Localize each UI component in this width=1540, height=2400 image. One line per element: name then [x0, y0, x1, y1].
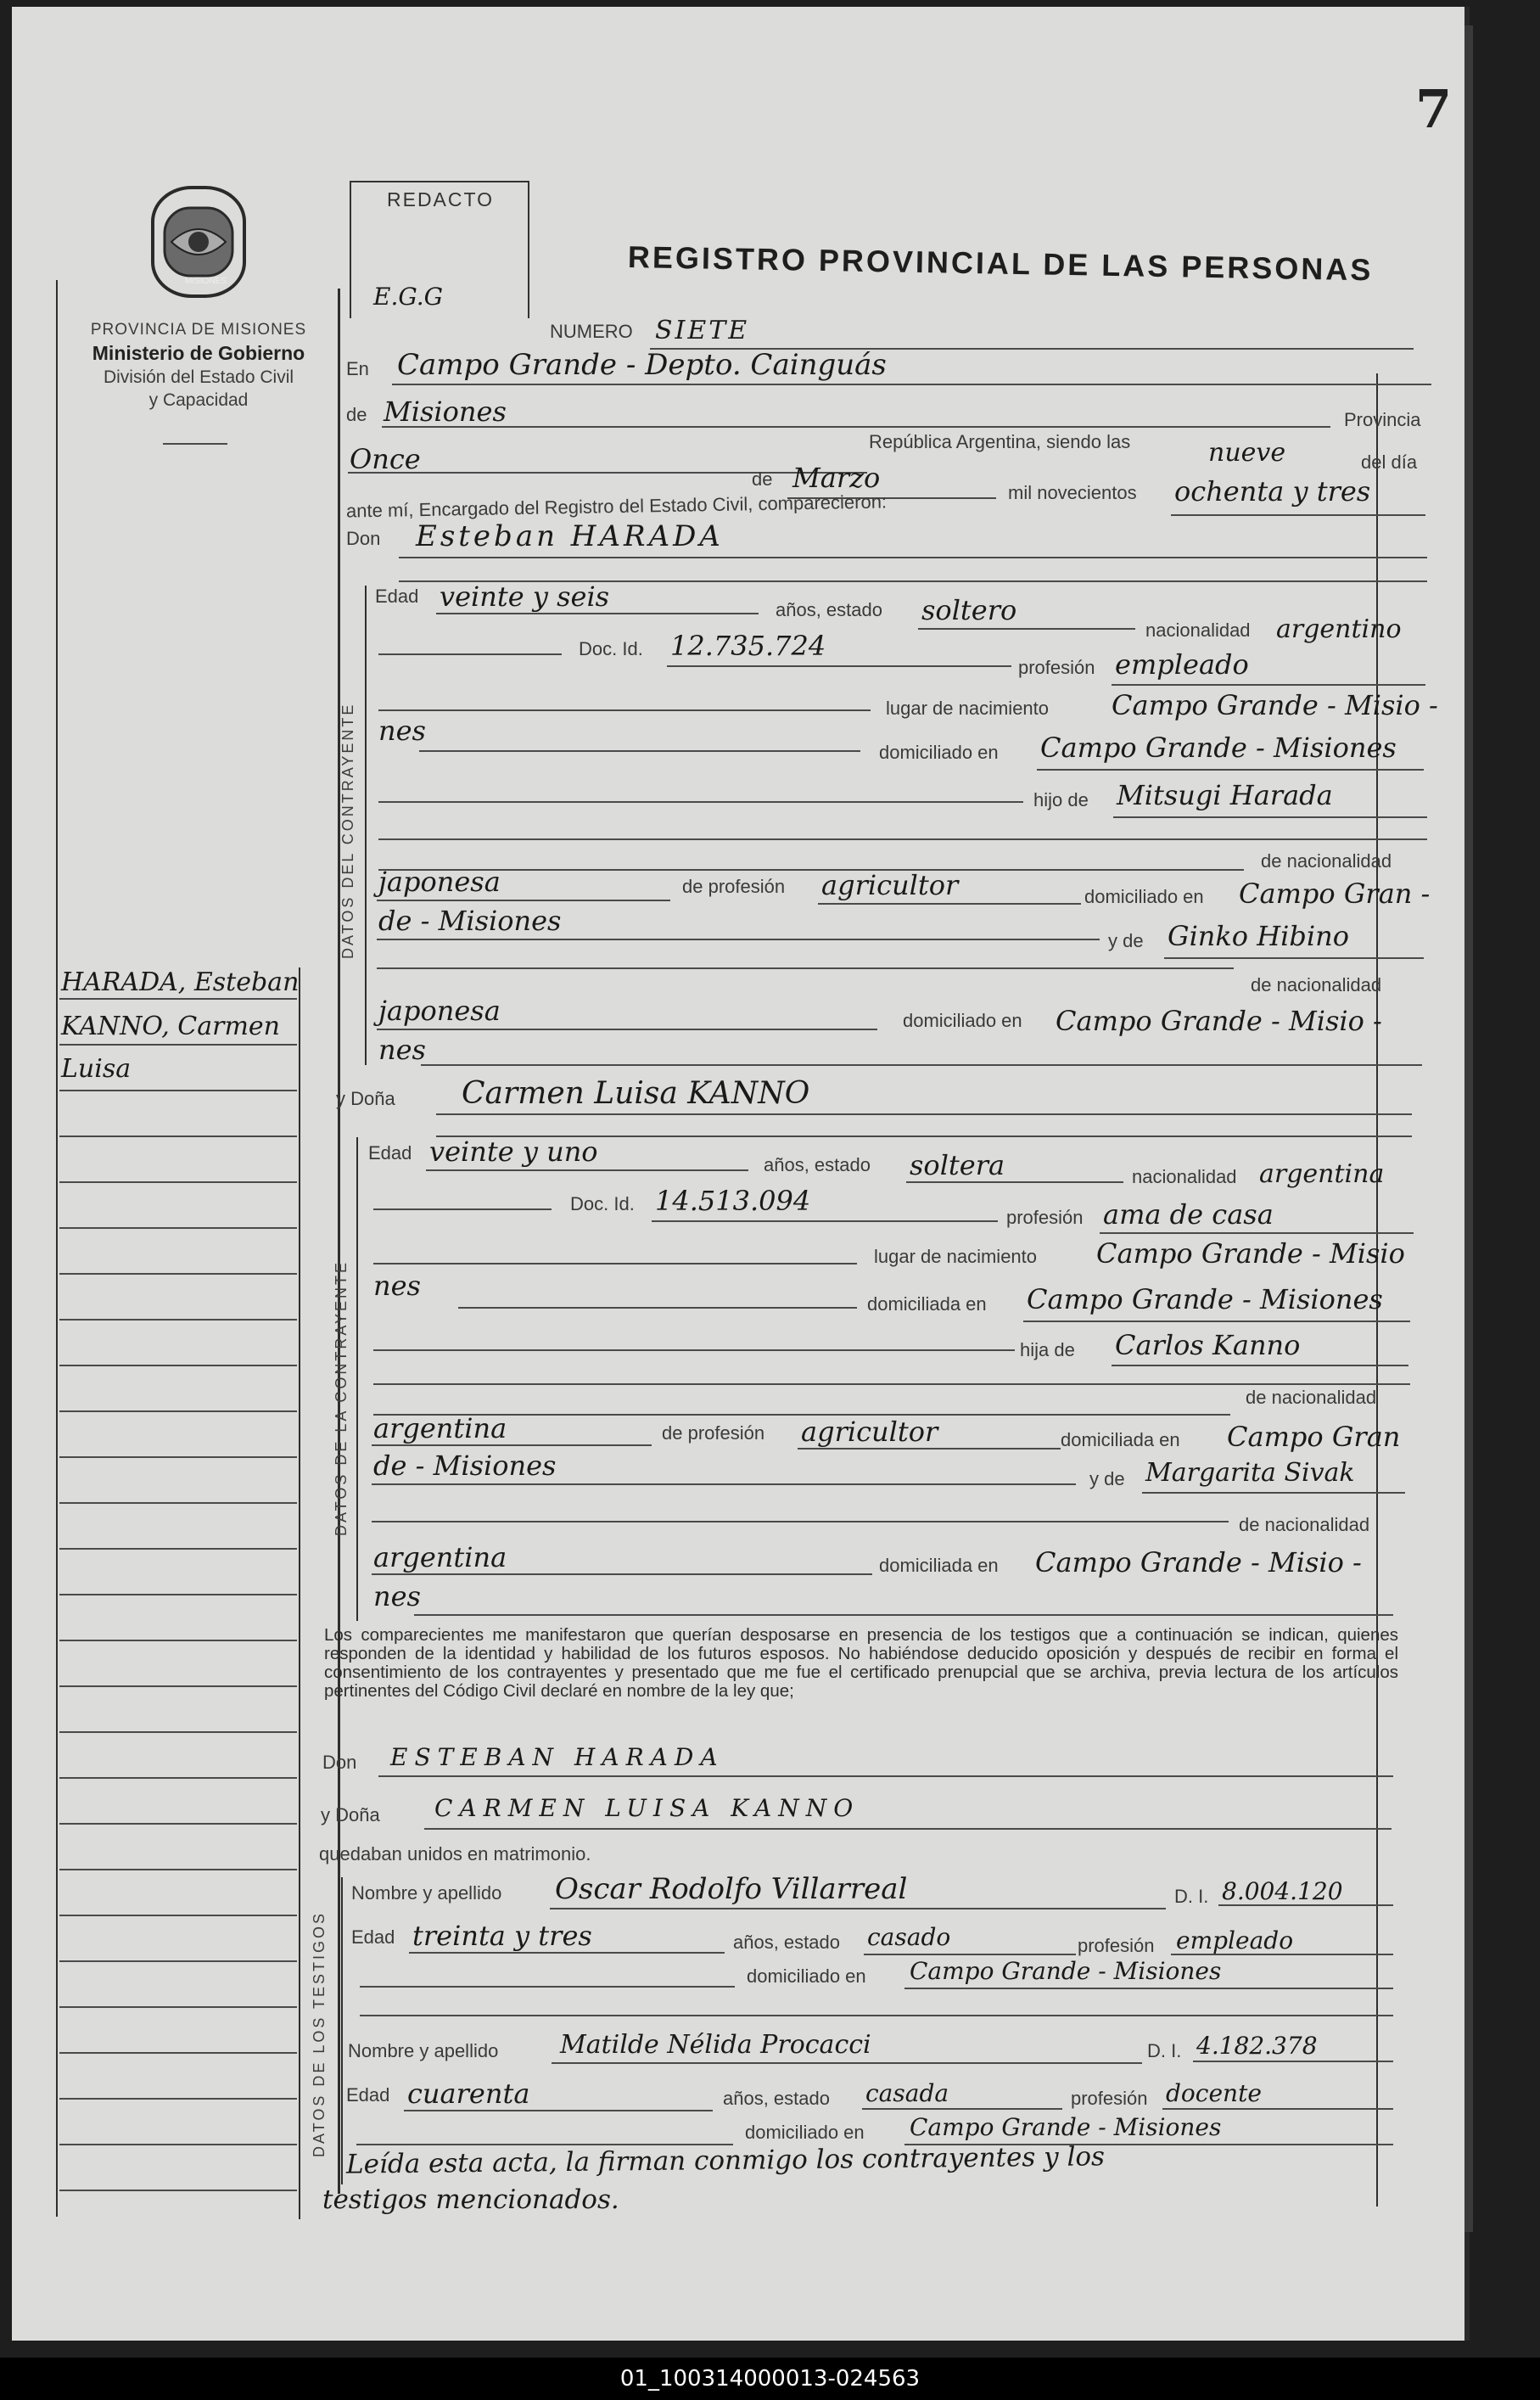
- rule: [436, 613, 759, 614]
- don-label: Don: [346, 528, 381, 549]
- margin-rule: [59, 1273, 297, 1275]
- witness1-edad-label: Edad: [351, 1926, 395, 1948]
- doc-label: Doc. Id.: [579, 638, 643, 659]
- rule: [1142, 1492, 1405, 1494]
- rule: [436, 1113, 1412, 1115]
- margin-rule: [59, 2052, 297, 2054]
- rule: [421, 1064, 1422, 1066]
- margin-right-border: [299, 967, 300, 2219]
- rule: [1162, 2108, 1393, 2110]
- rule: [458, 1307, 857, 1309]
- act-month: Marzo: [792, 462, 881, 494]
- margin-left-border: [56, 280, 58, 2217]
- rule: [378, 838, 1427, 840]
- margin-rule: [59, 1410, 297, 1412]
- groom-mother-address-cont: nes: [378, 1034, 426, 1066]
- rule: [399, 557, 1427, 558]
- profesion-label: profesión: [1018, 657, 1095, 678]
- numero-label: NUMERO: [550, 321, 633, 342]
- del-dia-label: del día: [1361, 451, 1418, 473]
- margin-rule: [59, 2098, 297, 2100]
- rule: [1113, 816, 1427, 818]
- de-nacionalidad-label-b2: de nacionalidad: [1239, 1514, 1370, 1535]
- witness1-address: Campo Grande - Misiones: [910, 1957, 1222, 1985]
- rule: [1100, 1232, 1414, 1234]
- page-number: 7: [1415, 78, 1453, 140]
- y-dona-label: y Doña: [336, 1088, 395, 1109]
- nacionalidad-label: nacionalidad: [1145, 620, 1251, 641]
- rule: [378, 1775, 1393, 1777]
- registry-title: REGISTRO PROVINCIAL DE LAS PERSONAS: [627, 239, 1374, 288]
- quedaban-text: quedaban unidos en matrimonio.: [319, 1843, 591, 1864]
- bride-name: Carmen Luisa KANNO: [462, 1076, 810, 1111]
- rule: [426, 1169, 748, 1171]
- province-label: PROVINCIA DE MISIONES: [90, 321, 307, 339]
- rule: [372, 1483, 1076, 1485]
- don-label-2: Don: [322, 1752, 357, 1773]
- bride-father-nationality: argentina: [373, 1412, 507, 1444]
- rule: [378, 801, 1023, 803]
- rule: [1193, 2061, 1393, 2062]
- domiciliada-label-b: domiciliada en: [867, 1293, 987, 1315]
- rule: [1164, 957, 1424, 959]
- groom-doc: 12.735.724: [670, 630, 826, 662]
- rule: [373, 1208, 552, 1210]
- rule: [409, 1952, 725, 1954]
- rule: [360, 1986, 735, 1988]
- margin-rule: [59, 1319, 297, 1321]
- margin-rule: [59, 1915, 297, 1916]
- groom-birthplace: Campo Grande - Misio -: [1112, 689, 1438, 721]
- domiciliada-label-b2: domiciliada en: [1061, 1429, 1180, 1450]
- rule: [550, 1908, 1166, 1909]
- rule: [372, 1444, 652, 1446]
- rule: [377, 967, 1234, 969]
- bride-mother-address-cont: nes: [373, 1580, 421, 1612]
- witness-border: [341, 1877, 343, 2184]
- bride-father: Carlos Kanno: [1115, 1329, 1301, 1361]
- de-nacionalidad-label-2: de nacionalidad: [1251, 974, 1382, 995]
- margin-rule: [59, 1044, 297, 1046]
- margin-rule: [59, 1594, 297, 1595]
- anos-estado-label-b: años, estado: [764, 1154, 871, 1175]
- rule: [552, 2062, 1142, 2064]
- witness-section-label: DATOS DE LOS TESTIGOS: [311, 1910, 328, 2157]
- rule: [378, 709, 871, 711]
- rule: [377, 900, 670, 901]
- de-label: de: [346, 404, 367, 425]
- margin-note-line-2: KANNO, Carmen: [61, 1012, 280, 1041]
- hijo-de-label: hijo de: [1033, 789, 1089, 810]
- seal-text: MISIONES: [185, 277, 227, 286]
- margin-rule: [59, 1456, 297, 1458]
- witness1-name-label: Nombre y apellido: [351, 1882, 502, 1904]
- ministry-label: Ministerio de Gobierno: [92, 342, 305, 364]
- y-de-label: y de: [1108, 930, 1144, 951]
- witness1-di-label: D. I.: [1174, 1886, 1209, 1907]
- rule: [373, 1349, 1015, 1351]
- rule: [378, 869, 1244, 871]
- rule: [918, 628, 1135, 630]
- witness2-di: 4.182.378: [1196, 2032, 1318, 2060]
- margin-rule: [59, 1502, 297, 1504]
- bride-birthplace: Campo Grande - Misio: [1096, 1237, 1405, 1270]
- bride-father-profession: agricultor: [801, 1416, 938, 1448]
- bride-address: Campo Grande - Misiones: [1027, 1283, 1383, 1315]
- nacionalidad-label-b: nacionalidad: [1132, 1166, 1237, 1187]
- ante-text: ante mí, Encargado del Registro del Estado Civil, comparecieron:: [345, 491, 888, 522]
- groom-father-nationality: japonesa: [378, 866, 501, 898]
- witness1-status: casado: [867, 1923, 951, 1951]
- rule: [1171, 1954, 1393, 1955]
- rule: [1037, 769, 1424, 771]
- rule: [392, 384, 1431, 385]
- bride-doc: 14.513.094: [655, 1185, 811, 1217]
- margin-rule: [59, 1823, 297, 1825]
- witness2-address: Campo Grande - Misiones: [910, 2113, 1222, 2141]
- margin-rule: [59, 2190, 297, 2191]
- groom-border: [365, 586, 367, 1065]
- division-label-2: y Capacidad: [148, 390, 249, 410]
- rule: [1218, 1904, 1393, 1906]
- margin-rule: [59, 2144, 297, 2145]
- main-left-border: [338, 289, 340, 2194]
- groom-address: Campo Grande - Misiones: [1040, 732, 1397, 764]
- margin-note-line-1: HARADA, Esteban: [61, 967, 300, 997]
- margin-rule: [59, 1731, 297, 1733]
- rule: [348, 472, 867, 474]
- act-hour: nueve: [1208, 438, 1286, 468]
- rule: [862, 2108, 1062, 2110]
- rule: [377, 1029, 877, 1030]
- act-year: ochenta y tres: [1174, 475, 1371, 507]
- witness2-profession: docente: [1166, 2079, 1262, 2107]
- bride-nationality: argentina: [1259, 1159, 1385, 1189]
- margin-note-line-3: Luisa: [61, 1054, 132, 1084]
- groom-mother-address: Campo Grande - Misio -: [1056, 1005, 1382, 1037]
- witness2-estado-label: años, estado: [723, 2088, 830, 2109]
- margin-rule: [59, 1777, 297, 1779]
- witness1-di: 8.004.120: [1222, 1877, 1343, 1905]
- rule: [404, 2110, 713, 2111]
- rule: [382, 426, 1330, 428]
- closing-line-1: Leída esta acta, la firman conmigo los contrayentes y los: [345, 2141, 1106, 2180]
- act-day: Once: [350, 443, 421, 475]
- witness2-name-label: Nombre y apellido: [348, 2040, 499, 2061]
- groom-section-label: DATOS DEL CONTRAYENTE: [339, 702, 356, 959]
- groom-father: Mitsugi Harada: [1117, 779, 1333, 811]
- groom-nationality: argentino: [1276, 614, 1402, 644]
- groom-birthplace-cont: nes: [378, 715, 426, 747]
- witness2-edad-label: Edad: [346, 2084, 390, 2106]
- doc-label-b: Doc. Id.: [570, 1193, 635, 1214]
- margin-rule: [59, 1640, 297, 1641]
- witness2-di-label: D. I.: [1147, 2040, 1182, 2061]
- bride-mother-nationality: argentina: [373, 1541, 507, 1573]
- bride-border: [356, 1137, 358, 1621]
- redacto-label: REDACTO: [387, 188, 495, 210]
- edad-label: Edad: [375, 586, 419, 607]
- rule: [414, 1614, 1393, 1616]
- rule: [372, 1521, 1229, 1522]
- rule: [373, 1263, 857, 1264]
- province-value: Misiones: [384, 395, 507, 428]
- rule: [1112, 684, 1425, 686]
- rule: [373, 1383, 1410, 1385]
- de-profesion-label: de profesión: [682, 876, 786, 897]
- rule: [906, 1181, 1123, 1183]
- bride-mother-address: Campo Grande - Misio -: [1035, 1546, 1362, 1579]
- bride-birthplace-cont: nes: [373, 1270, 421, 1302]
- y-de-label-b: y de: [1089, 1468, 1125, 1489]
- witness1-estado-label: años, estado: [733, 1932, 840, 1953]
- rule: [377, 939, 1100, 940]
- witness2-name: Matilde Nélida Procacci: [560, 2030, 871, 2060]
- closing-line-2: testigos mencionados.: [322, 2184, 619, 2215]
- witness1-prof-label: profesión: [1078, 1935, 1155, 1956]
- lugar-nac-label: lugar de nacimiento: [886, 698, 1050, 719]
- bride-father-address: Campo Gran: [1227, 1421, 1401, 1453]
- groom-father-address-cont: de - Misiones: [378, 905, 562, 937]
- rule: [818, 903, 1081, 905]
- footer-id: 01_100314000013-024563: [0, 2358, 1540, 2400]
- margin-rule: [59, 1227, 297, 1229]
- anos-estado-label: años, estado: [776, 599, 882, 620]
- margin-rule: [59, 1869, 297, 1870]
- groom-mother: Ginko Hibino: [1168, 920, 1349, 952]
- rule: [652, 1220, 998, 1222]
- en-label: En: [346, 358, 369, 379]
- groom-name: Esteban HARADA: [416, 519, 724, 553]
- redacto-value: E.G.G: [373, 283, 443, 311]
- separator: [163, 443, 227, 445]
- witness2-prof-label: profesión: [1071, 2088, 1148, 2109]
- margin-rule: [59, 1090, 297, 1091]
- rule: [1112, 1365, 1408, 1366]
- groom-status: soltero: [921, 594, 1017, 626]
- margin-rule: [59, 1365, 297, 1366]
- witness1-age: treinta y tres: [412, 1920, 592, 1952]
- groom-profession: empleado: [1115, 648, 1249, 681]
- margin-rule: [59, 1136, 297, 1137]
- groom-father-address: Campo Gran -: [1239, 878, 1431, 910]
- bride-mother: Margarita Sivak: [1145, 1458, 1355, 1488]
- margin-rule: [59, 1548, 297, 1550]
- rule: [667, 665, 1011, 667]
- domiciliado-label: domiciliado en: [879, 742, 999, 763]
- witness2-status: casada: [865, 2079, 949, 2107]
- bride-name-caps: CARMEN LUISA KANNO: [434, 1794, 860, 1822]
- bride-profession: ama de casa: [1103, 1198, 1274, 1231]
- hija-de-label: hija de: [1020, 1339, 1075, 1360]
- witness1-dom-label: domiciliado en: [747, 1965, 866, 1987]
- witness1-profession: empleado: [1176, 1926, 1294, 1954]
- edad-label-b: Edad: [368, 1142, 412, 1164]
- provincia-label: Provincia: [1344, 409, 1421, 430]
- lugar-nac-label-b: lugar de nacimiento: [874, 1246, 1038, 1267]
- page-edge: [1464, 25, 1473, 2232]
- rule: [424, 1828, 1392, 1830]
- rule: [798, 1448, 1061, 1450]
- domiciliado-label-3: domiciliado en: [903, 1010, 1022, 1031]
- domiciliado-label-2: domiciliado en: [1084, 886, 1204, 907]
- witness2-age: cuarenta: [407, 2078, 530, 2110]
- bride-section-label: DATOS DE LA CONTRAYENTE: [333, 1259, 350, 1536]
- de-label-2: de: [752, 468, 773, 490]
- rule: [864, 1954, 1076, 1955]
- rule: [419, 750, 860, 752]
- declaration-text: Los comparecientes me manifestaron que querían desposarse en presencia de los testigos que a continuación se indican, quienes responden de la identidad y habilidad de los futuros esposos. No habiéndose deducido oposición y después de recibir en forma el consentimiento de los contrayentes y presentado que me fue el certificado prenupcial que se archiva, previa lectura de los artículos pertinentes del Código Civil declaré en nombre de la ley que;: [324, 1625, 1398, 1701]
- margin-rule: [59, 998, 297, 1000]
- bride-status: soltera: [910, 1149, 1005, 1181]
- y-dona-label-2: y Doña: [321, 1804, 380, 1825]
- rule: [904, 1988, 1393, 1989]
- division-label: División del Estado Civil: [103, 367, 294, 387]
- de-profesion-label-b: de profesión: [662, 1422, 765, 1444]
- groom-age: veinte y seis: [440, 580, 610, 613]
- groom-name-caps: ESTEBAN HARADA: [390, 1743, 725, 1771]
- act-place: Campo Grande - Depto. Cainguás: [397, 348, 887, 382]
- de-nacionalidad-label-b: de nacionalidad: [1246, 1387, 1377, 1408]
- margin-rule: [59, 1181, 297, 1183]
- de-nacionalidad-label: de nacionalidad: [1261, 850, 1392, 872]
- margin-rule: [59, 1685, 297, 1687]
- rule: [372, 1573, 872, 1575]
- republica-text: República Argentina, siendo las: [869, 431, 1131, 452]
- rule: [1171, 514, 1425, 516]
- bride-age: veinte y uno: [429, 1136, 598, 1168]
- witness2-dom-label: domiciliado en: [745, 2122, 865, 2143]
- rule: [1023, 1321, 1410, 1322]
- groom-mother-nationality: japonesa: [378, 995, 501, 1027]
- rule: [360, 2015, 1393, 2016]
- profesion-label-b: profesión: [1006, 1207, 1084, 1228]
- margin-rule: [59, 1960, 297, 1962]
- rule: [378, 653, 562, 655]
- domiciliada-label-b3: domiciliada en: [879, 1555, 999, 1576]
- groom-father-profession: agricultor: [821, 869, 959, 901]
- mil-label: mil novecientos: [1008, 482, 1137, 503]
- act-number: SIETE: [655, 316, 750, 345]
- witness1-name: Oscar Rodolfo Villarreal: [555, 1872, 908, 1906]
- bride-father-address-cont: de - Misiones: [373, 1450, 557, 1482]
- margin-rule: [59, 2006, 297, 2008]
